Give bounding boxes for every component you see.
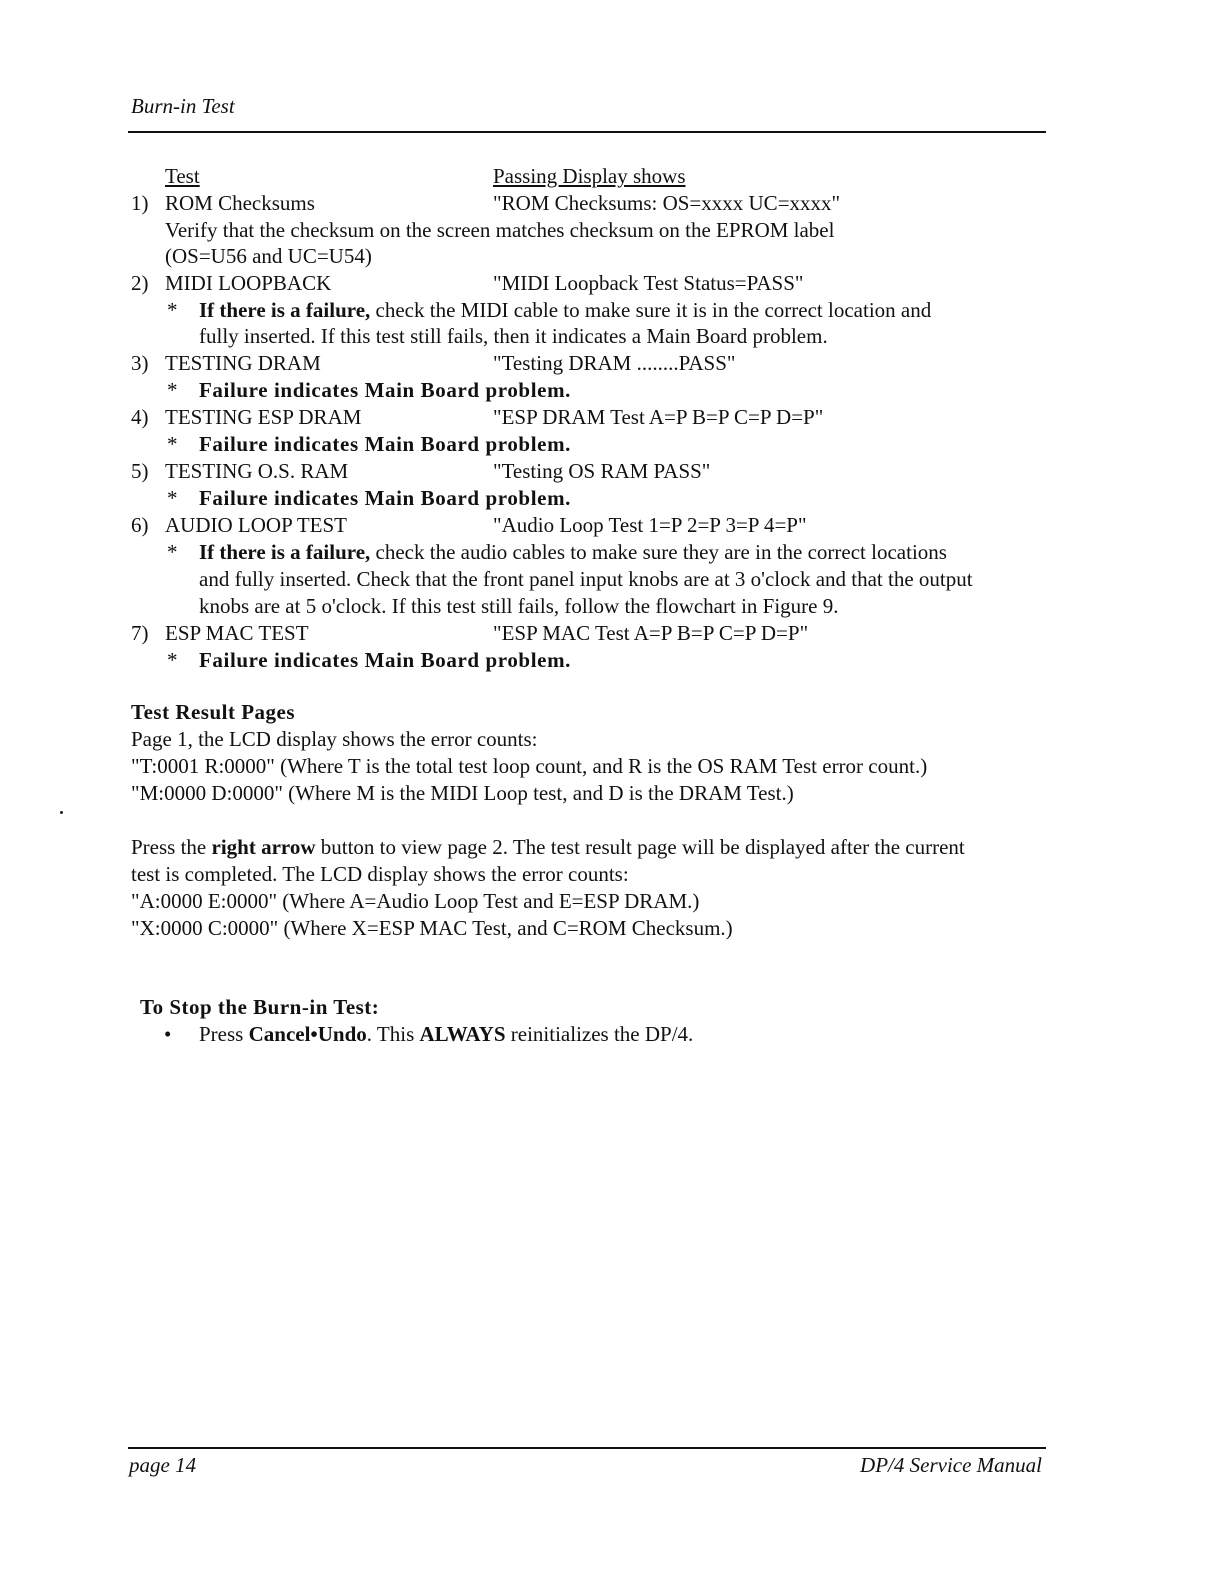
note-failure-text: Failure indicates Main Board problem. (199, 378, 572, 402)
right-arrow-term: right arrow (211, 835, 316, 859)
stop-heading: To Stop the Burn-in Test: (140, 995, 380, 1019)
test-name: ROM Checksums (165, 191, 315, 215)
test-display: "ESP DRAM Test A=P B=P C=P D=P" (493, 405, 824, 429)
results-page1-line-2: "M:0000 D:0000" (Where M is the MIDI Loop test, and D is the DRAM Test.) (131, 781, 794, 805)
note-text (199, 539, 947, 565)
test-number: 7) (131, 621, 149, 645)
cancel-undo-term: Cancel•Undo (248, 1022, 367, 1046)
test-display: "Testing OS RAM PASS" (493, 459, 711, 483)
results-page2-line-3: "A:0000 E:0000" (Where A=Audio Loop Test and E=ESP DRAM.) (131, 889, 700, 913)
note-rest: check the MIDI cable to make sure it is in the correct location and (370, 298, 932, 322)
always-term: ALWAYS (419, 1022, 506, 1046)
test-number: 6) (131, 513, 149, 537)
results-page2-line-4: "X:0000 C:0000" (Where X=ESP MAC Test, and C=ROM Checksum.) (131, 916, 733, 940)
results-heading: Test Result Pages (131, 700, 296, 724)
note-asterisk: * (167, 378, 178, 402)
test-display: "ESP MAC Test A=P B=P C=P D=P" (493, 621, 809, 645)
test-number: 4) (131, 405, 149, 429)
footer-rule (128, 1447, 1046, 1449)
test-display: "MIDI Loopback Test Status=PASS" (493, 271, 804, 295)
test-name: MIDI LOOPBACK (165, 271, 332, 295)
note-asterisk: * (167, 432, 178, 456)
footer-manual-title: DP/4 Service Manual (860, 1453, 1042, 1477)
test-name: ESP MAC TEST (165, 621, 309, 645)
note-asterisk: * (167, 540, 178, 564)
stop-pre: Press (199, 1022, 249, 1046)
test-display: "ROM Checksums: OS=xxxx UC=xxxx" (493, 191, 841, 215)
bullet-mark: • (164, 1022, 172, 1046)
column-test-heading: Test (165, 164, 200, 188)
test-2-note-line-2: fully inserted. If this test still fails, then it indicates a Main Board problem. (199, 324, 828, 348)
page-header-title: Burn-in Test (131, 94, 235, 118)
test-number: 3) (131, 351, 149, 375)
stray-dot-mark (60, 811, 63, 814)
note-asterisk: * (167, 298, 178, 322)
test-number: 2) (131, 271, 149, 295)
note-failure-text: Failure indicates Main Board problem. (199, 432, 572, 456)
test-6-note-line-2: and fully inserted. Check that the front panel input knobs are at 3 o'clock and that the output (199, 567, 973, 591)
test-6-note-line-3: knobs are at 5 o'clock. If this test still fails, follow the flowchart in Figure 9. (199, 594, 839, 618)
test-name: TESTING DRAM (165, 351, 321, 375)
stop-post: reinitializes the DP/4. (505, 1022, 694, 1046)
results-page1-intro: Page 1, the LCD display shows the error counts: (131, 727, 538, 751)
results-page2-post: button to view page 2. The test result page will be displayed after the current (315, 835, 965, 859)
note-failure-text: Failure indicates Main Board problem. (199, 648, 572, 672)
test-number: 5) (131, 459, 149, 483)
results-page2-line-2: test is completed. The LCD display shows the error counts: (131, 862, 629, 886)
note-bold: If there is a failure, (199, 540, 371, 564)
note-failure-text: Failure indicates Main Board problem. (199, 486, 572, 510)
column-display-heading: Passing Display shows (493, 164, 686, 188)
header-rule (128, 131, 1046, 133)
note-asterisk: * (167, 648, 178, 672)
results-page2-line-1 (131, 834, 965, 860)
test-name: AUDIO LOOP TEST (165, 513, 347, 537)
note-rest: check the audio cables to make sure they are in the correct locations (370, 540, 947, 564)
note-asterisk: * (167, 486, 178, 510)
note-text (199, 297, 931, 323)
test-name: TESTING ESP DRAM (165, 405, 362, 429)
test-1-note-line-2: (OS=U56 and UC=U54) (165, 244, 372, 268)
stop-instruction (199, 1021, 693, 1047)
test-number: 1) (131, 191, 149, 215)
test-name: TESTING O.S. RAM (165, 459, 349, 483)
test-display: "Audio Loop Test 1=P 2=P 3=P 4=P" (493, 513, 807, 537)
note-bold: If there is a failure, (199, 298, 371, 322)
footer-page-number: page 14 (129, 1453, 197, 1477)
results-page2-pre: Press the (131, 835, 212, 859)
stop-mid: . This (366, 1022, 420, 1046)
results-page1-line-1: "T:0001 R:0000" (Where T is the total test loop count, and R is the OS RAM Test error count.) (131, 754, 928, 778)
test-display: "Testing DRAM ........PASS" (493, 351, 736, 375)
test-1-note-line-1: Verify that the checksum on the screen matches checksum on the EPROM label (165, 218, 835, 242)
